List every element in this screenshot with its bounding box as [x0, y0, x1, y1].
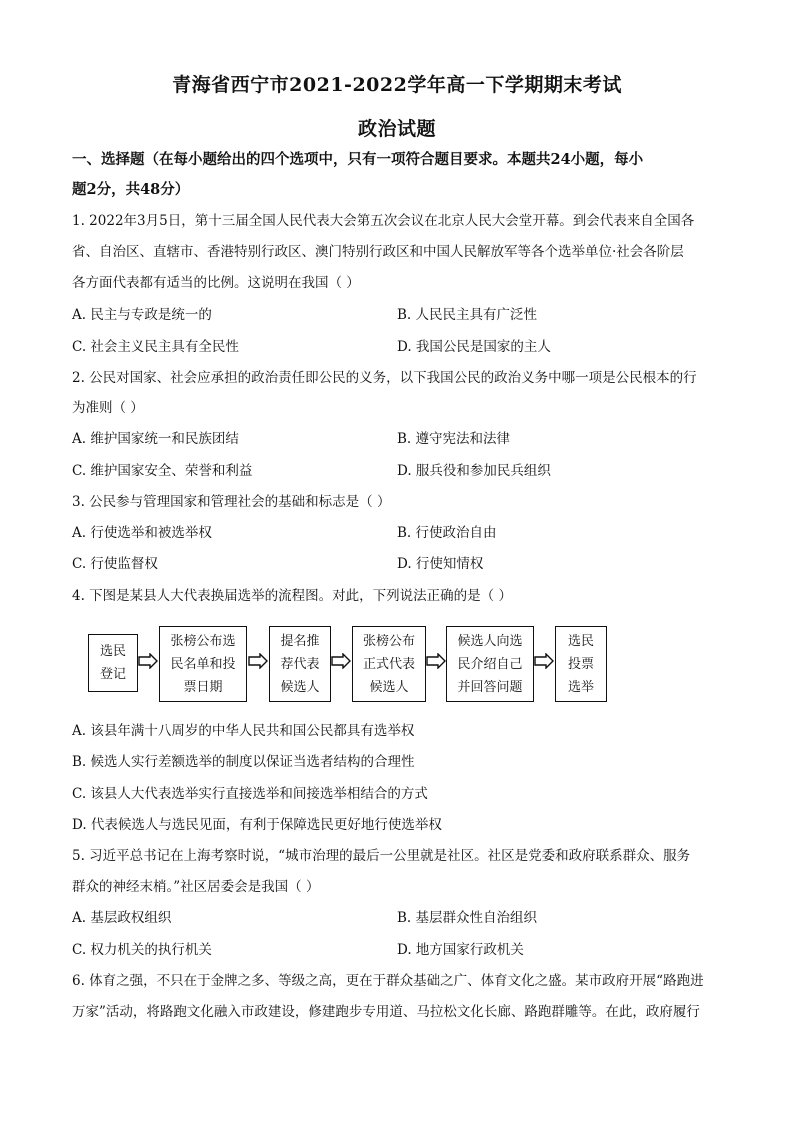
- flow-step-4-line2: 正式代表: [362, 656, 415, 672]
- flow-step-1-line1: 选民: [99, 644, 126, 659]
- q3-option-c: C. 行使监督权: [72, 556, 158, 572]
- flow-arrow-2: [248, 653, 268, 669]
- flow-step-5: [446, 626, 534, 702]
- q1-option-c: C. 社会主义民主具有全民性: [72, 339, 239, 355]
- q5-option-c: C. 权力机关的执行机关: [72, 942, 212, 958]
- q1-option-b: B. 人民民主具有广泛性: [397, 307, 538, 323]
- flow-step-4: [352, 626, 426, 702]
- q6-stem-line2: 万家”活动，将路跑文化融入市政建设，修建跑步专用道、马拉松文化长廊、路跑群雕等。在此，政府履行: [72, 1004, 700, 1020]
- section-heading: 一、选择题（在每小题给出的四个选项中，只有一项符合题目要求。本题共24小题，每小: [72, 151, 644, 168]
- q1-stem-line2: 省、自治区、直辖市、香港特别行政区、澳门特别行政区和中国人民解放军等各个选举单位·社会各阶层: [72, 244, 684, 260]
- flow-step-1: [88, 634, 138, 692]
- q2-option-a: A. 维护国家统一和民族团结: [72, 431, 239, 447]
- flow-step-2-line2: 民名单和投: [170, 656, 236, 672]
- q2-stem-line1: 2. 公民对国家、社会应承担的政治责任即公民的义务，以下我国公民的政治义务中哪一项是公民根本的行: [72, 370, 697, 386]
- q2-option-c: C. 维护国家安全、荣誉和利益: [72, 463, 253, 479]
- q5-stem-line2: 群众的神经末梢。”社区居委会是我国（ ）: [72, 879, 320, 895]
- flow-step-6-line2: 投票: [567, 656, 594, 672]
- q4-option-a: A. 该县年满十八周岁的中华人民共和国公民都具有选举权: [72, 723, 415, 739]
- flow-step-3: [269, 626, 331, 702]
- q3-option-d: D. 行使知情权: [397, 556, 484, 572]
- q5-option-d: D. 地方国家行政机关: [397, 942, 524, 958]
- flow-step-6-line3: 选举: [567, 679, 594, 695]
- flow-step-6-line1: 选民: [567, 633, 594, 649]
- flow-arrow-1: [138, 653, 158, 669]
- flow-arrow-5: [534, 653, 554, 669]
- flow-step-2-line1: 张榜公布选: [170, 633, 236, 649]
- q3-option-a: A. 行使选举和被选举权: [72, 525, 212, 541]
- q4-option-c: C. 该县人大代表选举实行直接选举和间接选举相结合的方式: [72, 786, 428, 802]
- flow-step-3-line3: 候选人: [280, 679, 320, 695]
- q2-option-b: B. 遵守宪法和法律: [397, 431, 511, 447]
- section-heading-cont: 题2分，共48分）: [72, 181, 190, 198]
- flow-step-2: [159, 626, 247, 702]
- flow-step-3-line2: 荐代表: [280, 656, 320, 672]
- q1-option-d: D. 我国公民是国家的主人: [397, 339, 551, 355]
- subject-title: 政治试题: [357, 118, 436, 140]
- flow-step-2-line3: 票日期: [183, 679, 223, 695]
- q3-option-b: B. 行使政治自由: [397, 525, 497, 541]
- q1-stem-line1: 1. 2022年3月5日，第十三届全国人民代表大会第五次会议在北京人民大会堂开幕。到会代表来自全国各: [72, 213, 695, 229]
- flow-step-3-line1: 提名推: [280, 633, 320, 649]
- q2-stem-line2: 为准则（ ）: [72, 400, 144, 416]
- flow-step-4-line1: 张榜公布: [362, 633, 415, 649]
- flow-arrow-3: [331, 653, 351, 669]
- q4-option-d: D. 代表候选人与选民见面，有利于保障选民更好地行使选举权: [72, 817, 442, 833]
- q5-option-a: A. 基层政权组织: [72, 910, 172, 926]
- flow-step-1-line2: 登记: [99, 667, 126, 682]
- flow-step-5-line1: 候选人向选: [457, 633, 523, 649]
- flow-step-4-line3: 候选人: [369, 679, 409, 695]
- q3-stem-line1: 3. 公民参与管理国家和管理社会的基础和标志是（ ）: [72, 494, 391, 510]
- q1-stem-line3: 各方面代表都有适当的比例。这说明在我国（ ）: [72, 275, 360, 291]
- q4-stem-line1: 4. 下图是某县人大代表换届选举的流程图。对此，下列说法正确的是（ ）: [72, 588, 512, 604]
- q4-option-b: B. 候选人实行差额选举的制度以保证当选者结构的合理性: [72, 754, 415, 770]
- flow-step-6: [555, 626, 607, 702]
- q5-stem-line1: 5. 习近平总书记在上海考察时说，“城市治理的最后一公里就是社区。社区是党委和政府联系群众、服务: [72, 848, 691, 864]
- flow-step-5-line3: 并回答问题: [457, 679, 523, 695]
- q1-option-a: A. 民主与专政是统一的: [72, 307, 212, 323]
- flow-step-5-line2: 民介绍自己: [457, 656, 523, 672]
- exam-title: 青海省西宁市2021-2022学年高一下学期期末考试: [172, 74, 622, 96]
- q5-option-b: B. 基层群众性自治组织: [397, 910, 538, 926]
- q2-option-d: D. 服兵役和参加民兵组织: [397, 463, 551, 479]
- flow-arrow-4: [426, 653, 446, 669]
- q6-stem-line1: 6. 体育之强，不只在于金牌之多、等级之高，更在于群众基础之广、体育文化之盛。某市政府开展“路跑进: [72, 973, 704, 989]
